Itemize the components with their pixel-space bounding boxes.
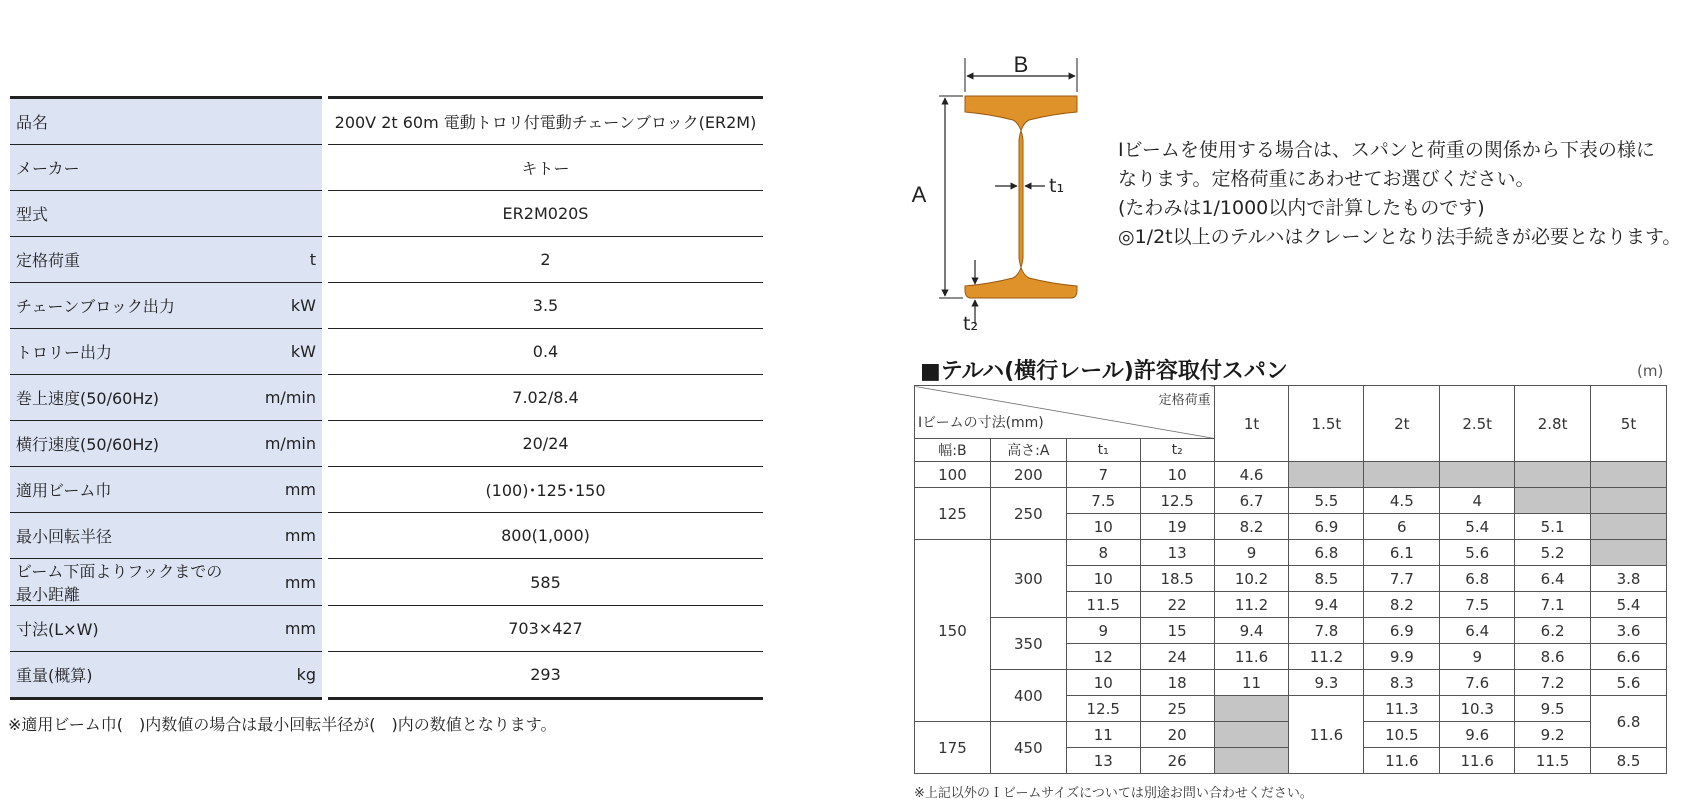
spec-unit: m/min — [242, 421, 325, 467]
spec-unit: mm — [242, 606, 325, 652]
cell-na — [1591, 462, 1667, 488]
sub-header: 高さ:A — [990, 439, 1066, 462]
cell-width: 125 — [915, 488, 991, 540]
cell-t2: 26 — [1140, 748, 1214, 774]
span-table-title: ■テルハ(横行レール)許容取付スパン — [920, 359, 1288, 384]
spec-value: 293 — [325, 652, 763, 699]
cell-na — [1515, 462, 1591, 488]
cell-t1: 13 — [1066, 748, 1140, 774]
spec-row — [10, 191, 763, 237]
cell-span: 9.9 — [1364, 644, 1440, 670]
description-line: (たわみは1/1000以内で計算したものです) — [1118, 197, 1485, 219]
cell-t2: 12.5 — [1140, 488, 1214, 514]
cell-span: 11.2 — [1214, 592, 1289, 618]
cell-span: 7.5 — [1440, 592, 1515, 618]
cell-span: 5.6 — [1591, 670, 1667, 696]
sub-header: 幅:B — [915, 439, 991, 462]
spec-value: ER2M020S — [325, 191, 763, 237]
cell-span: 6.6 — [1591, 644, 1667, 670]
cell-na — [1364, 462, 1440, 488]
cell-span: 6.7 — [1214, 488, 1289, 514]
cell-span: 11.6 — [1214, 644, 1289, 670]
load-header: 1t — [1214, 386, 1289, 462]
cell-span: 11.3 — [1364, 696, 1440, 722]
cell-span: 11.5 — [1515, 748, 1591, 774]
cell-span: 9.2 — [1515, 722, 1591, 748]
sub-header: t₂ — [1140, 439, 1214, 462]
spec-row — [10, 98, 763, 145]
cell-span: 10.2 — [1214, 566, 1289, 592]
spec-value: 585 — [325, 559, 763, 606]
spec-row — [10, 375, 763, 421]
cell-na — [1515, 488, 1591, 514]
cell-span: 6.8 — [1591, 696, 1667, 748]
spec-label: 品名 — [10, 98, 242, 145]
dim-label-a: A — [911, 182, 927, 207]
dim-label-t2: t₂ — [963, 313, 979, 335]
spec-value: 703×427 — [325, 606, 763, 652]
cell-t2: 22 — [1140, 592, 1214, 618]
spec-footnote: ※適用ビーム巾( )内数値の場合は最小回転半径が( )内の数値となります。 — [8, 715, 557, 734]
spec-label: 横行速度(50/60Hz) — [10, 421, 242, 467]
spec-label: 最小回転半径 — [10, 513, 242, 559]
cell-t1: 7 — [1066, 462, 1140, 488]
spec-row — [10, 652, 763, 699]
spec-unit: mm — [242, 513, 325, 559]
cell-span: 4.5 — [1364, 488, 1440, 514]
span-header-row — [915, 386, 1667, 439]
span-table-unit: (m) — [1637, 362, 1664, 380]
spec-row — [10, 283, 763, 329]
cell-span: 11.6 — [1364, 748, 1440, 774]
spec-value: 800(1,000) — [325, 513, 763, 559]
spec-label: 定格荷重 — [10, 237, 242, 283]
cell-span: 3.6 — [1591, 618, 1667, 644]
spec-unit — [242, 98, 325, 145]
corner-beam-label: Iビームの寸法(mm) — [918, 415, 1044, 431]
spec-value: 200V 2t 60m 電動トロリ付電動チェーンブロック(ER2M) — [325, 98, 763, 145]
cell-t1: 12 — [1066, 644, 1140, 670]
cell-na — [1214, 696, 1289, 722]
spec-unit: mm — [242, 467, 325, 513]
spec-unit — [242, 191, 325, 237]
cell-span: 5.1 — [1515, 514, 1591, 540]
i-beam-shape — [965, 96, 1077, 298]
cell-span: 6.8 — [1289, 540, 1364, 566]
cell-span: 3.8 — [1591, 566, 1667, 592]
cell-span: 9 — [1214, 540, 1289, 566]
cell-span: 9.4 — [1289, 592, 1364, 618]
spec-row — [10, 606, 763, 652]
cell-na — [1591, 488, 1667, 514]
cell-span: 6.4 — [1440, 618, 1515, 644]
load-header: 2t — [1364, 386, 1440, 462]
dim-label-t1: t₁ — [1049, 175, 1065, 197]
spec-label: 巻上速度(50/60Hz) — [10, 375, 242, 421]
cell-span: 6.8 — [1440, 566, 1515, 592]
cell-span: 10.5 — [1364, 722, 1440, 748]
cell-t2: 13 — [1140, 540, 1214, 566]
spec-row — [10, 513, 763, 559]
span-table — [914, 385, 1667, 774]
spec-value: 2 — [325, 237, 763, 283]
cell-width: 175 — [915, 722, 991, 774]
cell-t1: 7.5 — [1066, 488, 1140, 514]
spec-unit: kW — [242, 329, 325, 375]
description-line: なります。定格荷重にあわせてお選びください。 — [1118, 168, 1535, 190]
cell-span: 7.1 — [1515, 592, 1591, 618]
cell-na — [1591, 514, 1667, 540]
spec-label: メーカー — [10, 145, 242, 191]
cell-span: 9.3 — [1289, 670, 1364, 696]
cell-span: 8.3 — [1364, 670, 1440, 696]
cell-na — [1591, 540, 1667, 566]
spec-unit: kW — [242, 283, 325, 329]
table-row — [915, 488, 1667, 514]
cell-span: 9.6 — [1440, 722, 1515, 748]
spec-unit: kg — [242, 652, 325, 699]
cell-span: 9 — [1440, 644, 1515, 670]
spec-label: ビーム下面よりフックまでの最小距離 — [10, 559, 242, 606]
spec-row — [10, 559, 763, 606]
cell-span: 9.5 — [1515, 696, 1591, 722]
load-header: 2.5t — [1440, 386, 1515, 462]
cell-width: 100 — [915, 462, 991, 488]
cell-span: 5.6 — [1440, 540, 1515, 566]
cell-span: 8.2 — [1364, 592, 1440, 618]
cell-span: 8.2 — [1214, 514, 1289, 540]
cell-height: 350 — [990, 618, 1066, 670]
spec-value: 7.02/8.4 — [325, 375, 763, 421]
description-line: ◎1/2t以上のテルハはクレーンとなり法手続きが必要となります。 — [1118, 226, 1682, 248]
cell-t2: 10 — [1140, 462, 1214, 488]
cell-t1: 10 — [1066, 670, 1140, 696]
cell-span: 7.6 — [1440, 670, 1515, 696]
cell-span: 10.3 — [1440, 696, 1515, 722]
cell-span: 7.2 — [1515, 670, 1591, 696]
cell-span: 6.4 — [1515, 566, 1591, 592]
table-row — [915, 618, 1667, 644]
cell-na — [1214, 748, 1289, 774]
cell-t2: 18.5 — [1140, 566, 1214, 592]
cell-t1: 9 — [1066, 618, 1140, 644]
spec-value: キトー — [325, 145, 763, 191]
cell-t2: 25 — [1140, 696, 1214, 722]
span-corner-header — [915, 386, 1215, 439]
spec-value: (100)･125･150 — [325, 467, 763, 513]
dim-label-b: B — [1013, 52, 1029, 77]
cell-span: 8.6 — [1515, 644, 1591, 670]
cell-span: 4 — [1440, 488, 1515, 514]
cell-t2: 19 — [1140, 514, 1214, 540]
cell-na — [1214, 722, 1289, 748]
i-beam-diagram — [905, 50, 1105, 340]
cell-span: 6.1 — [1364, 540, 1440, 566]
sub-header: t₁ — [1066, 439, 1140, 462]
cell-span: 6.9 — [1364, 618, 1440, 644]
cell-span: 6.9 — [1289, 514, 1364, 540]
span-table-footnote: ※上記以外のＩビームサイズについては別途お問い合わせください。 — [914, 786, 1313, 801]
load-header: 5t — [1591, 386, 1667, 462]
cell-span: 5.4 — [1591, 592, 1667, 618]
cell-height: 200 — [990, 462, 1066, 488]
spec-row — [10, 329, 763, 375]
table-row — [915, 540, 1667, 566]
cell-span: 5.5 — [1289, 488, 1364, 514]
spec-label: 重量(概算) — [10, 652, 242, 699]
cell-span: 4.6 — [1214, 462, 1289, 488]
load-header: 1.5t — [1289, 386, 1364, 462]
spec-row — [10, 421, 763, 467]
table-row — [915, 670, 1667, 696]
cell-t1: 8 — [1066, 540, 1140, 566]
spec-label: チェーンブロック出力 — [10, 283, 242, 329]
cell-span: 9.4 — [1214, 618, 1289, 644]
spec-row — [10, 145, 763, 191]
cell-span: 5.2 — [1515, 540, 1591, 566]
spec-row — [10, 237, 763, 283]
cell-na — [1440, 462, 1515, 488]
cell-span: 11 — [1214, 670, 1289, 696]
spec-value: 20/24 — [325, 421, 763, 467]
cell-span: 8.5 — [1289, 566, 1364, 592]
description — [1118, 136, 1681, 252]
cell-height: 450 — [990, 722, 1066, 774]
cell-t1: 12.5 — [1066, 696, 1140, 722]
cell-na — [1289, 462, 1364, 488]
cell-t2: 18 — [1140, 670, 1214, 696]
spec-table — [10, 96, 763, 700]
cell-span: 5.4 — [1440, 514, 1515, 540]
table-row — [915, 462, 1667, 488]
cell-span: 11.6 — [1440, 748, 1515, 774]
cell-t2: 15 — [1140, 618, 1214, 644]
cell-t1: 11 — [1066, 722, 1140, 748]
spec-unit — [242, 145, 325, 191]
spec-value: 0.4 — [325, 329, 763, 375]
cell-span: 11.2 — [1289, 644, 1364, 670]
cell-t1: 10 — [1066, 514, 1140, 540]
cell-height: 400 — [990, 670, 1066, 722]
corner-load-label: 定格荷重 — [1158, 393, 1211, 408]
spec-row — [10, 467, 763, 513]
cell-span: 11.6 — [1289, 696, 1364, 774]
cell-t2: 20 — [1140, 722, 1214, 748]
cell-t1: 11.5 — [1066, 592, 1140, 618]
cell-span: 7.8 — [1289, 618, 1364, 644]
spec-label: 型式 — [10, 191, 242, 237]
cell-t1: 10 — [1066, 566, 1140, 592]
spec-label: 寸法(L×W) — [10, 606, 242, 652]
spec-label: トロリー出力 — [10, 329, 242, 375]
spec-value: 3.5 — [325, 283, 763, 329]
cell-height: 250 — [990, 488, 1066, 540]
cell-t2: 24 — [1140, 644, 1214, 670]
load-header: 2.8t — [1515, 386, 1591, 462]
description-line: Iビームを使用する場合は、スパンと荷重の関係から下表の様に — [1118, 139, 1655, 161]
cell-span: 6 — [1364, 514, 1440, 540]
spec-unit: t — [242, 237, 325, 283]
spec-unit: m/min — [242, 375, 325, 421]
cell-width: 150 — [915, 540, 991, 722]
cell-span: 7.7 — [1364, 566, 1440, 592]
cell-span: 8.5 — [1591, 748, 1667, 774]
spec-label: 適用ビーム巾 — [10, 467, 242, 513]
spec-unit: mm — [242, 559, 325, 606]
cell-span: 6.2 — [1515, 618, 1591, 644]
cell-height: 300 — [990, 540, 1066, 618]
